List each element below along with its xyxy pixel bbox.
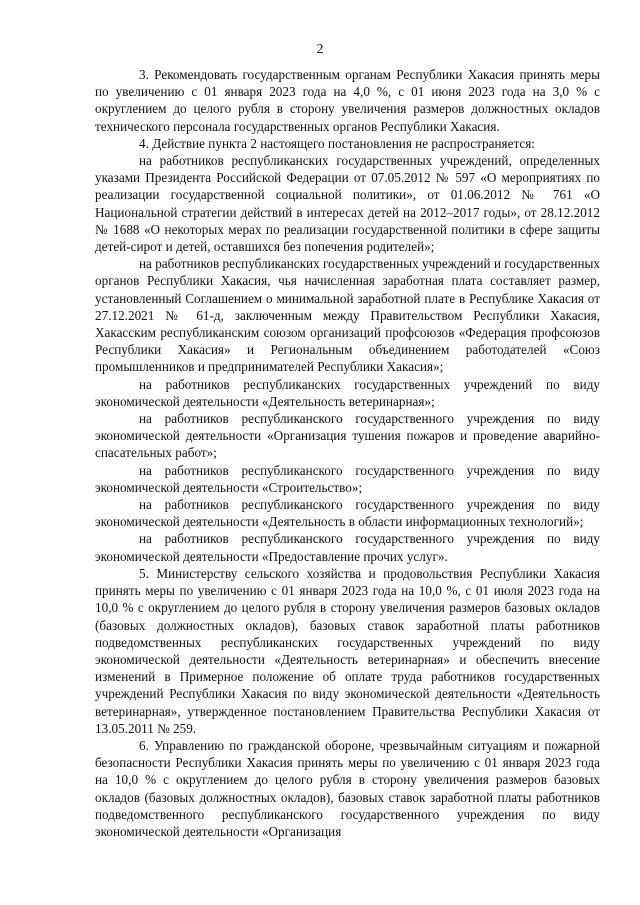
paragraph-6: 6. Управлению по гражданской обороне, чрезвычайным ситуациям и пожарной безопасности Республики Хакасия принять меры по увеличению с 01 января 2023 года на 10,0 % с округлением до целого рубля в сторону увеличения размеров базовых окладов (базовых должностных окладов), базовых ставок заработной платы работников подведомственного республиканского государственного учреждения по виду экономической деятельности «Организация	[95, 737, 600, 839]
paragraph-4: 4. Действие пункта 2 настоящего постановления не распространяется:	[139, 135, 535, 151]
exception-item: на работников республиканского государственного учреждения по виду экономической деятельности «Организация тушения пожаров и проведение аварийно-спасательных работ»;	[95, 411, 600, 461]
page-number: 2	[316, 42, 324, 57]
paragraph-3: 3. Рекомендовать государственным органам Республики Хакасия принять меры по увеличению с 01 января 2023 года на 4,0 %, с 01 июня 2023 года на 3,0 % с округлением до целого рубля в сторону увеличения размеров должностных окладов технического персонала государственных органов Республики Хакасия.	[95, 67, 600, 134]
paragraph-5: 5. Министерству сельского хозяйства и продовольствия Республики Хакасия принять меры по увеличению с 01 января 2023 года на 10,0 %, с 01 июля 2023 года на 10,0 % с округлением до целого рубля в сторону увеличения размеров базовых окладов (базовых должностных окладов), базовых ставок заработной платы работников подведомственных республиканских государственных учреждений по виду экономической деятельности «Деятельность ветеринарная» и обеспечить внесение изменений в Примерное положение об оплате труда работников государственных учреждений Республики Хакасия по виду экономической деятельности «Деятельность ветеринарная», утвержденное постановлением Правительства Республики Хакасия от 13.05.2011 № 259.	[95, 565, 600, 736]
exception-item: на работников республиканских государственных учреждений и государственных органов Республики Хакасия, чья начисленная заработная плата составляет размер, установленный Соглашением о минимальной заработной плате в Республике Хакасия от 27.12.2021 № 61-д, заключенным между Правительством Республики Хакасия, Хакасским республиканским союзом организаций профсоюзов «Федерация профсоюзов Республики Хакасия» и Региональным объединением работодателей «Союз промышленников и предпринимателей Республики Хакасия»;	[95, 256, 601, 375]
exception-item: на работников республиканского государственного учреждения по виду экономической деятельности «Предоставление прочих услуг».	[95, 531, 600, 564]
document-body	[95, 66, 600, 840]
exception-item: на работников республиканского государственного учреждения по виду экономической деятельности «Строительство»;	[95, 462, 600, 495]
exception-item: на работников республиканского государственного учреждения по виду экономической деятельности «Деятельность в области информационных технологий»;	[95, 497, 600, 530]
exception-item: на работников республиканских государственных учреждений, определенных указами Президента Российской Федерации от 07.05.2012 № 597 «О мероприятиях по реализации государственной социальной политики», от 01.06.2012 № 761 «О Национальной стратегии действий в интересах детей на 2012–2017 годы», от 28.12.2012 № 1688 «О некоторых мерах по реализации государственной политики в сфере защиты детей-сирот и детей, оставшихся без попечения родителей»;	[95, 153, 600, 255]
exception-item: на работников республиканских государственных учреждений по виду экономической деятельности «Деятельность ветеринарная»;	[95, 376, 600, 409]
